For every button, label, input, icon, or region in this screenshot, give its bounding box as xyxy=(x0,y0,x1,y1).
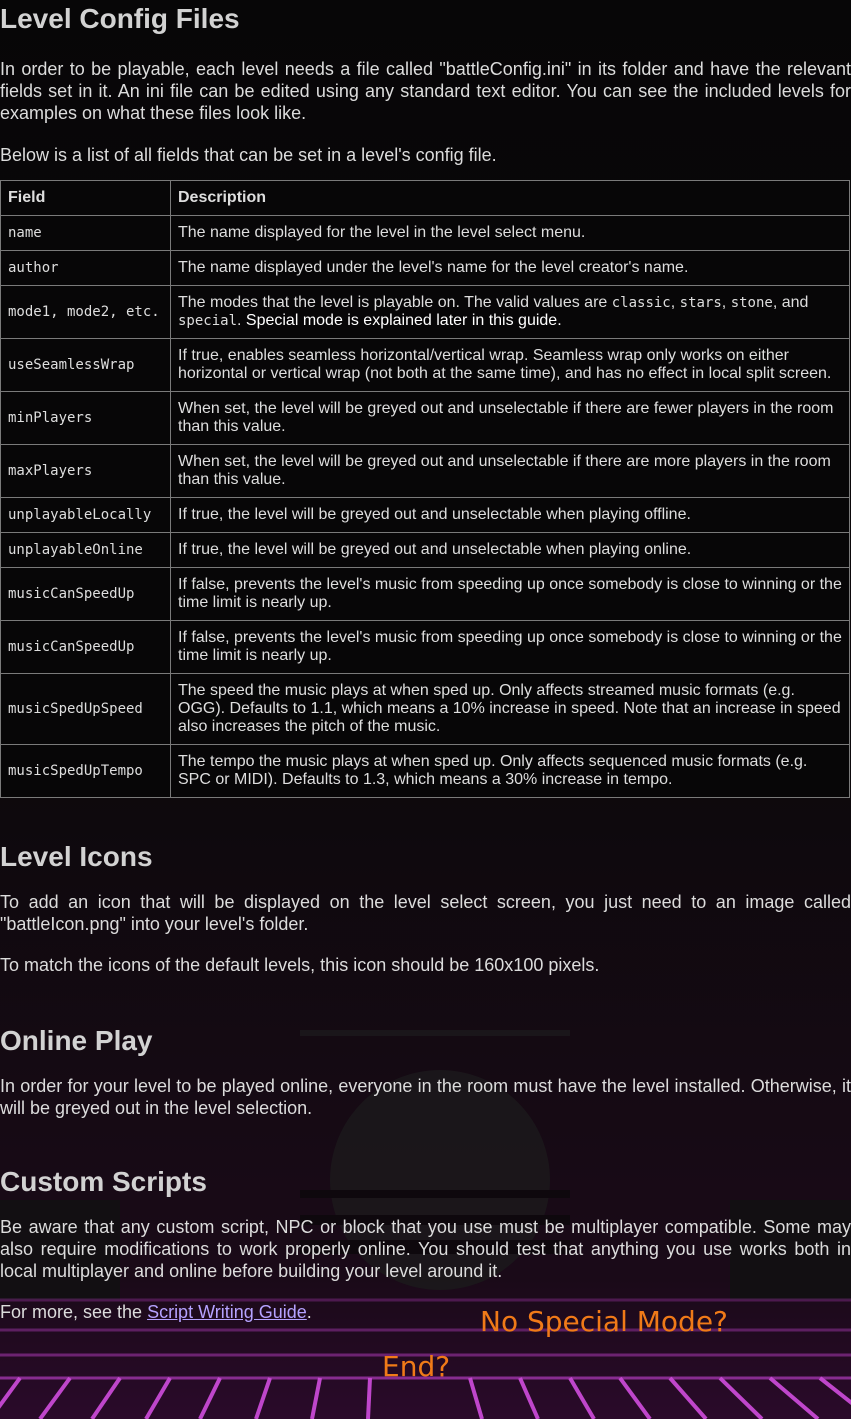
field-cell: musicCanSpeedUp xyxy=(1,621,171,674)
description-cell: If false, prevents the level's music from speeding up once somebody is close to winning or the time limit is nearly up. xyxy=(171,568,850,621)
description-cell: The name displayed for the level in the level select menu. xyxy=(171,216,850,251)
special-mode-note: Special mode is explained later in this guide. xyxy=(245,312,562,329)
description-cell: The tempo the music plays at when sped up. Only affects sequenced music formats (e.g. SPC or MIDI). Defaults to 1.3, which means a 30% increase in tempo. xyxy=(171,745,850,798)
scripts-more: For more, see the Script Writing Guide. xyxy=(0,1302,312,1322)
field-cell: musicSpedUpSpeed xyxy=(1,674,171,745)
scripts-heading: Custom Scripts xyxy=(0,1166,207,1197)
header-description: Description xyxy=(171,181,850,216)
config-intro: In order to be playable, each level needs a file called "battleConfig.ini" in its folder and have the relevant fields set in it. An ini file can be edited using any standard text editor. You can see the included levels for examples on what these files look like. xyxy=(0,59,851,123)
field-cell: name xyxy=(1,216,171,251)
config-heading: Level Config Files xyxy=(0,3,240,34)
field-cell: minPlayers xyxy=(1,392,171,445)
description-cell: If true, the level will be greyed out and unselectable when playing offline. xyxy=(171,498,850,533)
field-cell: maxPlayers xyxy=(1,445,171,498)
table-row xyxy=(1,445,850,498)
online-heading: Online Play xyxy=(0,1025,153,1056)
table-row xyxy=(1,533,850,568)
table-row xyxy=(1,674,850,745)
code-stone: stone xyxy=(730,295,773,311)
config-list-intro: Below is a list of all fields that can be set in a level's config file. xyxy=(0,145,497,165)
description-cell: If true, enables seamless horizontal/vertical wrap. Seamless wrap only works on either horizontal or vertical wrap (not both at the same time), and has no effect in local split screen. xyxy=(171,339,850,392)
field-cell: useSeamlessWrap xyxy=(1,339,171,392)
description-cell: The modes that the level is playable on. The valid values are classic, stars, stone, and special. Special mode is explained later in this guide. xyxy=(171,286,850,339)
online-p1: In order for your level to be played online, everyone in the room must have the level installed. Otherwise, it will be greyed out in the level selection. xyxy=(0,1076,851,1118)
table-header-row xyxy=(1,181,850,216)
script-writing-guide-link[interactable]: Script Writing Guide xyxy=(147,1302,307,1322)
icons-p2: To match the icons of the default levels, this icon should be 160x100 pixels. xyxy=(0,955,600,975)
scripts-p1: Be aware that any custom script, NPC or block that you use must be multiplayer compatible. Some may also require modifications to work properly online. You should test that anything you use works both in local multiplayer and online before building your level around it. xyxy=(0,1217,851,1281)
code-stars: stars xyxy=(679,295,722,311)
online-section xyxy=(0,1024,851,1119)
description-cell: The speed the music plays at when sped up. Only affects streamed music formats (e.g. OGG). Defaults to 1.1, which means a 10% increase in speed. Note that an increase in speed also increases the pitch of the music. xyxy=(171,674,850,745)
table-row xyxy=(1,745,850,798)
field-cell: unplayableOnline xyxy=(1,533,171,568)
field-cell: musicCanSpeedUp xyxy=(1,568,171,621)
field-cell: musicSpedUpTempo xyxy=(1,745,171,798)
code-classic: classic xyxy=(611,295,671,311)
icons-heading: Level Icons xyxy=(0,841,153,872)
description-cell: When set, the level will be greyed out and unselectable if there are fewer players in the room than this value. xyxy=(171,392,850,445)
table-row xyxy=(1,251,850,286)
table-row xyxy=(1,216,850,251)
header-field: Field xyxy=(1,181,171,216)
table-row xyxy=(1,339,850,392)
field-cell: author xyxy=(1,251,171,286)
description-cell: When set, the level will be greyed out and unselectable if there are more players in the room than this value. xyxy=(171,445,850,498)
code-special: special xyxy=(178,313,238,329)
description-cell: The name displayed under the level's name for the level creator's name. xyxy=(171,251,850,286)
field-cell: mode1, mode2, etc. xyxy=(1,286,171,339)
table-row xyxy=(1,621,850,674)
field-cell: unplayableLocally xyxy=(1,498,171,533)
config-fields-table xyxy=(0,180,850,798)
table-row xyxy=(1,286,850,339)
end-annotation: End? xyxy=(382,1350,451,1383)
table-row xyxy=(1,392,850,445)
table-row xyxy=(1,498,850,533)
description-cell: If false, prevents the level's music from speeding up once somebody is close to winning or the time limit is nearly up. xyxy=(171,621,850,674)
description-cell: If true, the level will be greyed out and unselectable when playing online. xyxy=(171,533,850,568)
table-row xyxy=(1,568,850,621)
scripts-section xyxy=(0,1165,851,1323)
icons-section xyxy=(0,840,851,976)
no-special-mode-annotation: No Special Mode? xyxy=(480,1305,728,1338)
icons-p1: To add an icon that will be displayed on the level select screen, you just need to an image called "battleIcon.png" into your level's folder. xyxy=(0,892,851,934)
